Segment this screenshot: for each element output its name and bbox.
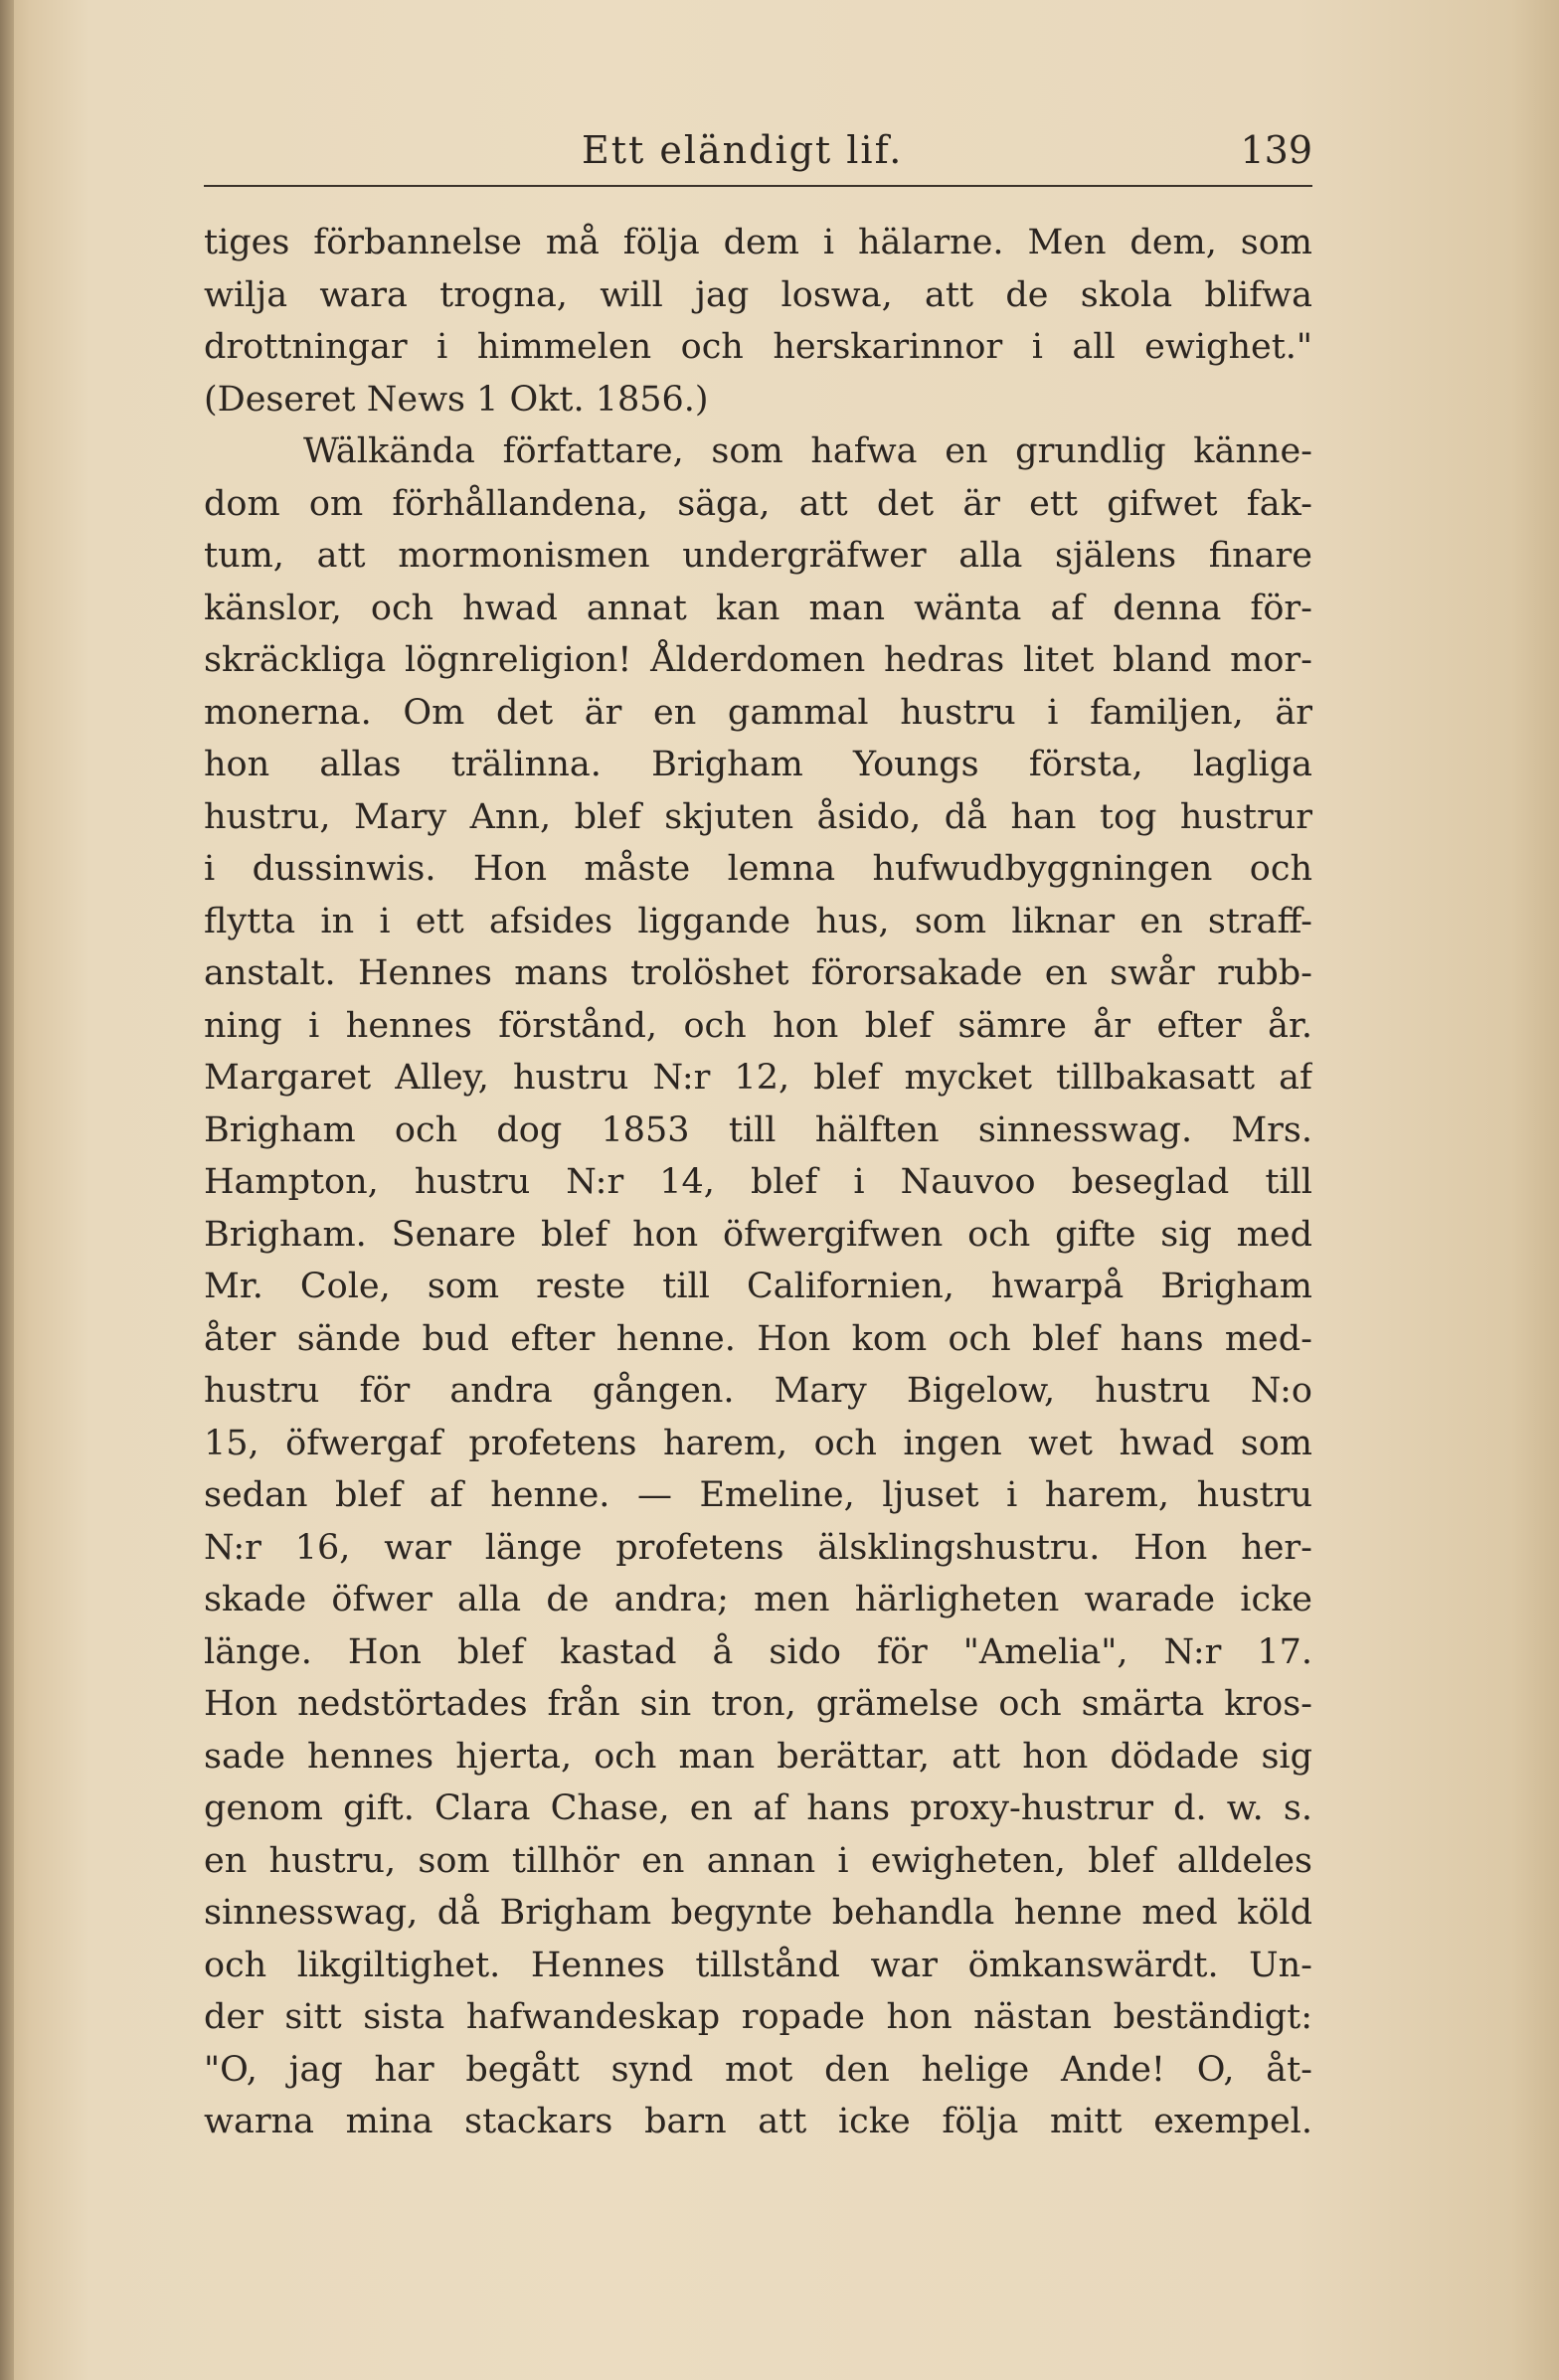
text-line: en hustru, som tillhör en annan i ewigheten, blef alldeles <box>204 1840 1312 1881</box>
text-line: "O, jag har begått synd mot den helige Ande! O, åt- <box>204 2049 1312 2090</box>
text-line: drottningar i himmelen och herskarinnor i all ewighet." <box>204 327 1312 367</box>
text-line: dom om förhållandena, säga, att det är ett gifwet fak- <box>204 483 1312 524</box>
page-header <box>204 124 1312 184</box>
text-line: hon allas trälinna. Brigham Youngs första, lagliga <box>204 745 1312 784</box>
text-line: Wälkända författare, som hafwa en grundlig känne- <box>303 431 1312 471</box>
running-title: Ett eländigt lif. <box>582 128 904 172</box>
text-line: hustru, Mary Ann, blef skjuten åsido, då han tog hustrur <box>204 796 1312 837</box>
text-line: warna mina stackars barn att icke följa mitt exempel. <box>204 2102 1312 2141</box>
text-line: der sitt sista hafwandeskap ropade hon nästan beständigt: <box>204 1997 1312 2037</box>
text-line: Hampton, hustru N:r 14, blef i Nauvoo beseglad till <box>204 1162 1312 1202</box>
text-line: Brigham. Senare blef hon öfwergifwen och gifte sig med <box>204 1214 1312 1255</box>
text-line: sade hennes hjerta, och man berättar, att hon dödade sig <box>204 1736 1312 1777</box>
text-line: Margaret Alley, hustru N:r 12, blef mycket tillbakasatt af <box>204 1058 1312 1098</box>
text-line: tum, att mormonismen undergräfwer alla själens finare <box>204 536 1312 576</box>
text-line: genom gift. Clara Chase, en af hans proxy-hustrur d. w. s. <box>204 1788 1312 1828</box>
body-text <box>204 217 1312 2148</box>
page-number: 139 <box>1240 128 1312 172</box>
book-spine-shadow <box>0 0 14 2380</box>
text-line: åter sände bud efter henne. Hon kom och blef hans med- <box>204 1318 1312 1359</box>
text-line: flytta in i ett afsides liggande hus, som liknar en straff- <box>204 901 1312 941</box>
text-line: och likgiltighet. Hennes tillstånd war ömkanswärdt. Un- <box>204 1945 1312 1985</box>
text-line: länge. Hon blef kastad å sido för "Amelia", N:r 17. <box>204 1631 1312 1672</box>
text-line: hustru för andra gången. Mary Bigelow, hustru N:o <box>204 1371 1312 1411</box>
text-line: ning i hennes förstånd, och hon blef sämre år efter år. <box>204 1005 1312 1046</box>
text-line: Brigham och dog 1853 till hälften sinnesswag. Mrs. <box>204 1109 1312 1150</box>
text-line: sedan blef af henne. — Emeline, ljuset i harem, hustru <box>204 1475 1312 1515</box>
text-line: Mr. Cole, som reste till Californien, hwarpå Brigham <box>204 1267 1312 1306</box>
text-line: anstalt. Hennes mans trolöshet förorsakade en swår rubb- <box>204 953 1312 993</box>
text-line: tiges förbannelse må följa dem i hälarne. Men dem, som <box>204 223 1312 262</box>
header-rule <box>204 185 1312 187</box>
text-line: wilja wara trogna, will jag loswa, att de skola blifwa <box>204 274 1312 315</box>
text-line: skade öfwer alla de andra; men härligheten warade icke <box>204 1580 1312 1619</box>
text-line: sinnesswag, då Brigham begynte behandla henne med köld <box>204 1893 1312 1933</box>
text-line: 15, öfwergaf profetens harem, och ingen wet hwad som <box>204 1423 1312 1463</box>
text-line: (Deseret News 1 Okt. 1856.) <box>204 379 709 420</box>
text-line: Hon nedstörtades från sin tron, grämelse och smärta kros- <box>204 1684 1312 1724</box>
text-line: monerna. Om det är en gammal hustru i familjen, är <box>204 692 1312 733</box>
text-line: skräckliga lögnreligion! Ålderdomen hedras litet bland mor- <box>204 640 1312 680</box>
text-line: i dussinwis. Hon måste lemna hufwudbyggningen och <box>204 849 1312 889</box>
text-line: N:r 16, war länge profetens älsklingshustru. Hon her- <box>204 1527 1312 1568</box>
text-line: känslor, och hwad annat kan man wänta af denna för- <box>204 588 1312 628</box>
